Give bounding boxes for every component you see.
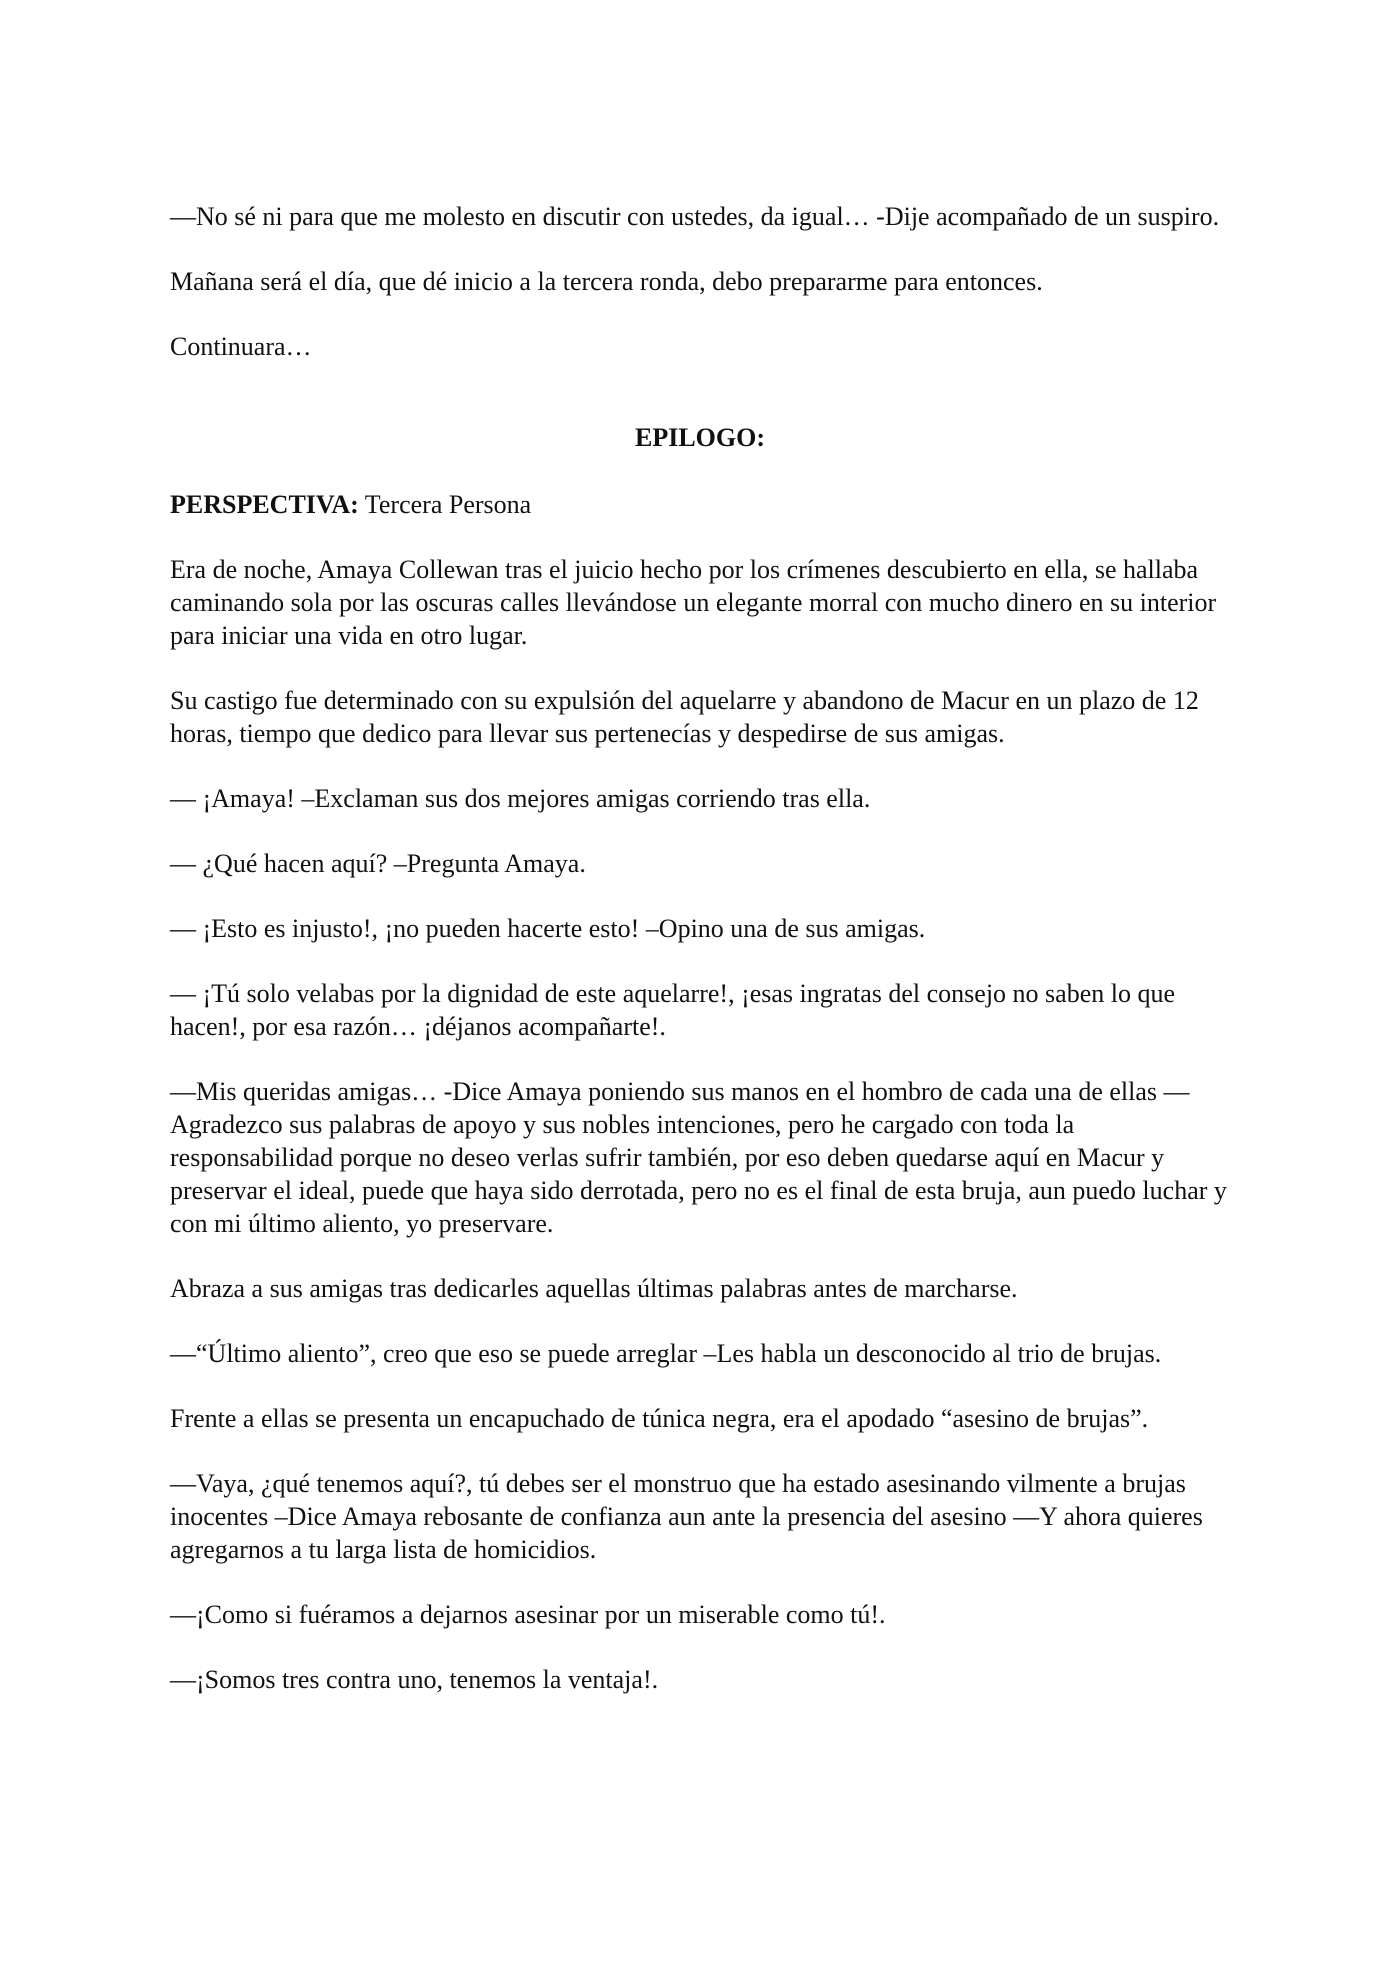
paragraph: Frente a ellas se presenta un encapuchado de túnica negra, era el apodado “asesino de brujas”. xyxy=(170,1404,1149,1433)
paragraph: —¡Somos tres contra uno, tenemos la ventaja!. xyxy=(170,1665,659,1694)
continuara-text: Continuara… xyxy=(170,332,312,361)
paragraph: —No sé ni para que me molesto en discutir con ustedes, da igual… -Dije acompañado de un suspiro. xyxy=(170,202,1220,231)
epilogue-heading: EPILOGO: xyxy=(634,423,765,452)
paragraph: — ¡Tú solo velabas por la dignidad de este aquelarre!, ¡esas ingratas del consejo no saben lo que hacen!, por esa razón… ¡déjanos acompañarte!. xyxy=(170,979,1175,1041)
paragraph: Mañana será el día, que dé inicio a la tercera ronda, debo prepararme para entonces. xyxy=(170,267,1043,296)
paragraph: Su castigo fue determinado con su expulsión del aquelarre y abandono de Macur en un plazo de 12 horas, tiempo que dedico para llevar sus pertenecías y despedirse de sus amigas. xyxy=(170,686,1199,748)
paragraph: —Mis queridas amigas… -Dice Amaya poniendo sus manos en el hombro de cada una de ellas —Agradezco sus palabras de apoyo y sus nobles intenciones, pero he cargado con toda la responsabilidad porque no deseo verlas sufrir también, por eso deben quedarse aquí en Macur y preservar el ideal, puede que haya sido derrotada, pero no es el final de esta bruja, aun puedo luchar y con mi último aliento, yo preservare. xyxy=(170,1077,1227,1238)
perspective-label: PERSPECTIVA: xyxy=(170,490,359,519)
paragraph: —Vaya, ¿qué tenemos aquí?, tú debes ser el monstruo que ha estado asesinando vilmente a brujas inocentes –Dice Amaya rebosante de confianza aun ante la presencia del asesino —Y ahora quieres agregarnos a tu larga lista de homicidios. xyxy=(170,1469,1203,1564)
text-column xyxy=(170,200,1230,1728)
perspective-line xyxy=(170,488,1230,521)
paragraph: — ¡Esto es injusto!, ¡no pueden hacerte esto! –Opino una de sus amigas. xyxy=(170,914,926,943)
paragraph: —“Último aliento”, creo que eso se puede arreglar –Les habla un desconocido al trio de brujas. xyxy=(170,1339,1162,1368)
paragraph: Abraza a sus amigas tras dedicarles aquellas últimas palabras antes de marcharse. xyxy=(170,1274,1018,1303)
perspective-value: Tercera Persona xyxy=(358,490,532,519)
paragraph: — ¿Qué hacen aquí? –Pregunta Amaya. xyxy=(170,849,586,878)
paragraph: — ¡Amaya! –Exclaman sus dos mejores amigas corriendo tras ella. xyxy=(170,784,871,813)
paragraph: —¡Como si fuéramos a dejarnos asesinar por un miserable como tú!. xyxy=(170,1600,886,1629)
paragraph: Era de noche, Amaya Collewan tras el juicio hecho por los crímenes descubierto en ella, se hallaba caminando sola por las oscuras calles llevándose un elegante morral con mucho dinero en su interior para iniciar una vida en otro lugar. xyxy=(170,555,1217,650)
